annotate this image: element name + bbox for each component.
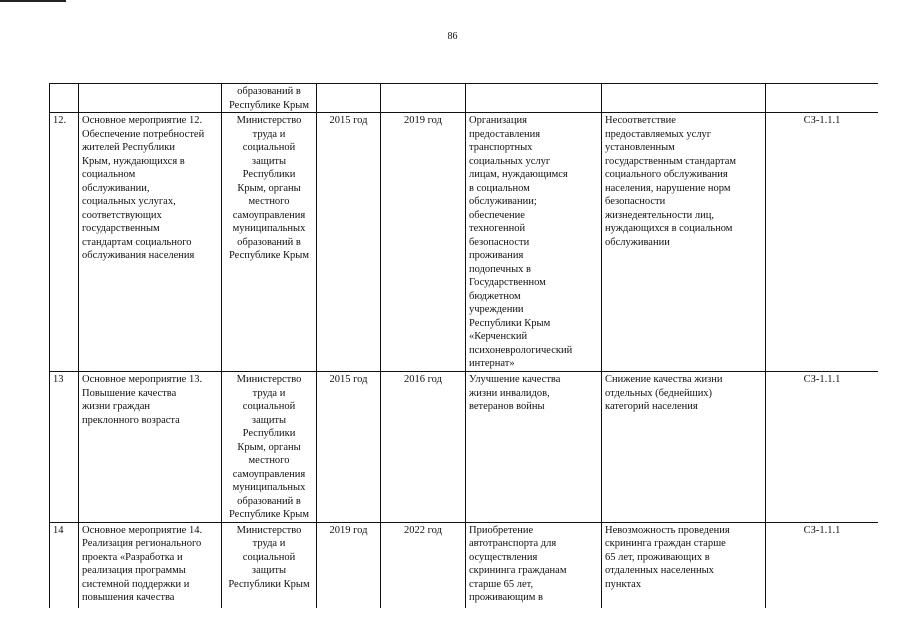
measures-table <box>49 83 878 608</box>
row-number: 13 <box>53 374 64 385</box>
cell-num <box>50 372 79 523</box>
row-number: 12. <box>53 115 67 126</box>
start-year: 2019 год <box>329 524 368 536</box>
consequence-text: Несоответствие предоставляемых услуг установленным государственным стандартам социального обслуживания населения, нарушение норм безопасности жизнедеятельности лиц, нуждающихся в социальном обслуживании <box>605 115 737 248</box>
cell-start <box>317 84 381 113</box>
start-year: 2015 год <box>329 115 368 126</box>
cell-consequence <box>602 84 766 113</box>
cell-activity <box>79 84 222 113</box>
cell-responsible-text: образований в Республике Крым <box>228 86 310 111</box>
cell-end <box>381 372 466 523</box>
page-number: 86 <box>447 31 458 42</box>
cell-start <box>317 522 381 608</box>
cell-consequence <box>602 113 766 372</box>
responsible-text: Министерство труда и социальной защиты Республики Крым, органы местного самоуправления муниципальных образований в Республике Крым <box>228 374 310 520</box>
end-year: 2019 год <box>404 115 442 126</box>
activity-text: Основное мероприятие 14. Реализация регионального проекта «Разработка и реализация программы системной поддержки и повышения качества <box>82 524 203 603</box>
end-year: 2022 год <box>404 524 442 536</box>
end-year: 2016 год <box>404 374 442 385</box>
table-row <box>50 372 879 523</box>
cell-indicator <box>766 113 879 372</box>
consequence-text: Невозможность проведения скрининга граждан старше 65 лет, проживающих в отдаленных населенных пунктах <box>605 524 730 590</box>
result-text: Приобретение автотранспорта для осуществления скрининга гражданам старше 65 лет, проживающим в <box>469 524 567 603</box>
cell-result <box>466 113 602 372</box>
cell-result <box>466 372 602 523</box>
consequence-text: Снижение качества жизни отдельных (беднейших) категорий населения <box>605 374 723 412</box>
indicator-code: СЗ-1.1.1 <box>803 374 841 385</box>
cell-end <box>381 84 466 113</box>
cell-responsible <box>222 84 317 113</box>
cell-num <box>50 113 79 372</box>
cell-start <box>317 113 381 372</box>
responsible-text: Министерство труда и социальной защиты Республики Крым <box>228 524 310 590</box>
table-wrapper <box>49 83 878 608</box>
table-row <box>50 522 879 608</box>
cell-consequence <box>602 372 766 523</box>
cell-responsible <box>222 372 317 523</box>
result-text: Организация предоставления транспортных социальных услуг лицам, нуждающимся в социальном обслуживании; обеспечение техногенной безопасности проживания подопечных в Государственном бюджетном учреждении Республики Крым «Керченский психоневрологический интернат» <box>469 115 573 369</box>
cell-consequence <box>602 522 766 608</box>
cell-indicator <box>766 522 879 608</box>
cell-end <box>381 522 466 608</box>
indicator-code: СЗ-1.1.1 <box>803 524 841 536</box>
cell-result <box>466 522 602 608</box>
cell-activity <box>79 113 222 372</box>
cell-activity <box>79 372 222 523</box>
indicator-code: СЗ-1.1.1 <box>803 115 841 126</box>
cell-responsible <box>222 522 317 608</box>
cell-num <box>50 84 79 113</box>
activity-text: Основное мероприятие 12. Обеспечение потребностей жителей Республики Крым, нуждающихся в социальном обслуживании, социальных услугах, соответствующих государственным стандартам социального обслуживания населения <box>82 115 205 261</box>
cell-indicator <box>766 372 879 523</box>
row-number: 14 <box>53 524 64 536</box>
cell-end <box>381 113 466 372</box>
table-row-continued <box>50 84 879 113</box>
activity-text: Основное мероприятие 13. Повышение качества жизни граждан преклонного возраста <box>82 374 203 426</box>
start-year: 2015 год <box>329 374 368 385</box>
cell-result <box>466 84 602 113</box>
top-rule <box>0 0 66 2</box>
table-row <box>50 113 879 372</box>
cell-activity <box>79 522 222 608</box>
responsible-text: Министерство труда и социальной защиты Республики Крым, органы местного самоуправления муниципальных образований в Республике Крым <box>228 115 310 261</box>
cell-indicator <box>766 84 879 113</box>
cell-responsible <box>222 113 317 372</box>
cell-num <box>50 522 79 608</box>
cell-start <box>317 372 381 523</box>
result-text: Улучшение качества жизни инвалидов, ветеранов войны <box>469 374 561 412</box>
